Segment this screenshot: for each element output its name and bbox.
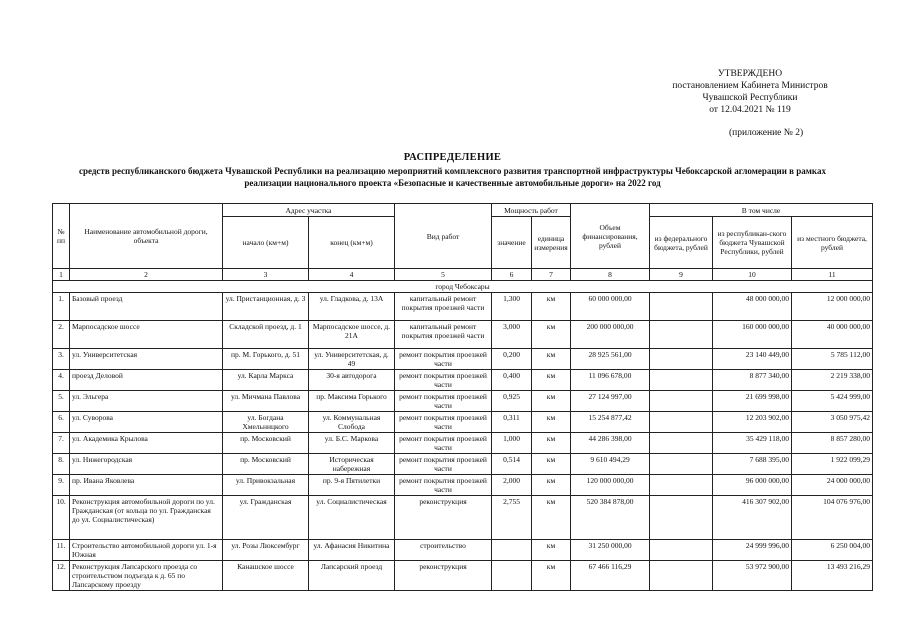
republic-budget: 23 140 449,00 — [713, 349, 792, 370]
funding-total: 28 925 561,00 — [571, 349, 650, 370]
header-address: Адрес участка — [223, 204, 395, 217]
segment-start: ул. Карла Маркса — [223, 370, 309, 391]
approval-line: УТВЕРЖДЕНО — [717, 69, 783, 79]
table-row — [53, 370, 873, 391]
row-number: 3. — [53, 349, 70, 370]
segment-end: пр. 9-я Пятилетки — [309, 475, 395, 496]
capacity-unit: км — [532, 412, 571, 433]
work-type: ремонт покрытия проезжей части — [395, 370, 492, 391]
capacity-unit: км — [532, 475, 571, 496]
capacity-value — [492, 540, 532, 561]
federal-budget — [650, 561, 713, 591]
capacity-value: 0,311 — [492, 412, 532, 433]
local-budget: 40 000 000,00 — [792, 321, 873, 349]
header-work-type: Вид работ — [395, 204, 492, 269]
federal-budget — [650, 496, 713, 540]
capacity-unit: км — [532, 370, 571, 391]
federal-budget — [650, 412, 713, 433]
republic-budget: 416 307 902,00 — [713, 496, 792, 540]
approval-line: от 12.04.2021 № 119 — [709, 105, 791, 115]
republic-budget: 21 699 998,00 — [713, 391, 792, 412]
road-name: пр. Ивана Яковлева — [70, 475, 223, 496]
capacity-value: 1,300 — [492, 293, 532, 321]
federal-budget — [650, 321, 713, 349]
capacity-value: 0,925 — [492, 391, 532, 412]
header-republic: из республикан-ского бюджета Чувашской Республики, рублей — [713, 217, 792, 269]
local-budget: 13 493 216,29 — [792, 561, 873, 591]
header-end: конец (км+м) — [309, 217, 395, 269]
federal-budget — [650, 349, 713, 370]
work-type: ремонт покрытия проезжей части — [395, 349, 492, 370]
funding-total: 11 096 678,00 — [571, 370, 650, 391]
work-type: ремонт покрытия проезжей части — [395, 475, 492, 496]
work-type: реконструкция — [395, 561, 492, 591]
local-budget: 5 785 112,00 — [792, 349, 873, 370]
road-name: ул. Академика Крылова — [70, 433, 223, 454]
capacity-value: 0,514 — [492, 454, 532, 475]
column-number: 6 — [492, 269, 532, 281]
funding-total: 67 466 116,29 — [571, 561, 650, 591]
republic-budget: 35 429 118,00 — [713, 433, 792, 454]
work-type: ремонт покрытия проезжей части — [395, 412, 492, 433]
header-federal: из федерального бюджета, рублей — [650, 217, 713, 269]
column-number: 3 — [223, 269, 309, 281]
road-name: проезд Деловой — [70, 370, 223, 391]
road-name: Строительство автомобильной дороги ул. 1-я Южная — [70, 540, 223, 561]
capacity-value — [492, 561, 532, 591]
header-including: В том числе — [650, 204, 873, 217]
table-row — [53, 454, 873, 475]
segment-end: ул. Социалистическая — [309, 496, 395, 540]
approval-line: Чувашской Республики — [702, 93, 798, 103]
header-start: начало (км+м) — [223, 217, 309, 269]
republic-budget: 53 972 900,00 — [713, 561, 792, 591]
capacity-value: 1,000 — [492, 433, 532, 454]
road-name: ул. Суворова — [70, 412, 223, 433]
road-name: Реконструкция Лапсарского проезда со строительством подъезда к д. 65 по Лапсарскому проезду — [70, 561, 223, 591]
federal-budget — [650, 454, 713, 475]
funding-total: 15 254 877,42 — [571, 412, 650, 433]
local-budget: 8 857 280,00 — [792, 433, 873, 454]
funding-total: 200 000 000,00 — [571, 321, 650, 349]
column-number: 10 — [713, 269, 792, 281]
funding-total: 9 610 494,29 — [571, 454, 650, 475]
header-value: значение — [492, 217, 532, 269]
row-number: 7. — [53, 433, 70, 454]
column-number: 4 — [309, 269, 395, 281]
header-num: № пп — [53, 204, 70, 269]
document-title: РАСПРЕДЕЛЕНИЕ — [403, 152, 502, 163]
local-budget: 104 076 976,00 — [792, 496, 873, 540]
segment-end: ул. Афанасия Никитина — [309, 540, 395, 561]
segment-end: Лапсарский проезд — [309, 561, 395, 591]
segment-end: пр. Максима Горького — [309, 391, 395, 412]
row-number: 10. — [53, 496, 70, 540]
segment-start: ул. Богдана Хмельницкого — [223, 412, 309, 433]
row-number: 11. — [53, 540, 70, 561]
local-budget: 2 219 338,00 — [792, 370, 873, 391]
segment-end: Историческая набережная — [309, 454, 395, 475]
capacity-unit: км — [532, 293, 571, 321]
segment-start: пр. М. Горького, д. 51 — [223, 349, 309, 370]
capacity-unit: км — [532, 540, 571, 561]
segment-end: 30-я автодорога — [309, 370, 395, 391]
capacity-value: 2,755 — [492, 496, 532, 540]
republic-budget: 24 999 996,00 — [713, 540, 792, 561]
road-name: Марпосадское шоссе — [70, 321, 223, 349]
federal-budget — [650, 433, 713, 454]
segment-start: ул. Привокзальная — [223, 475, 309, 496]
road-name: ул. Эльгера — [70, 391, 223, 412]
local-budget: 1 922 099,29 — [792, 454, 873, 475]
capacity-unit: км — [532, 433, 571, 454]
table-row — [53, 321, 873, 349]
segment-start: Канашское шоссе — [223, 561, 309, 591]
republic-budget: 160 000 000,00 — [713, 321, 792, 349]
capacity-value: 0,400 — [492, 370, 532, 391]
federal-budget — [650, 475, 713, 496]
appendix-label: (приложение № 2) — [729, 128, 804, 138]
road-name: ул. Университетская — [70, 349, 223, 370]
segment-end: Марпосадское шоссе, д. 21А — [309, 321, 395, 349]
capacity-unit: км — [532, 391, 571, 412]
row-number: 5. — [53, 391, 70, 412]
column-number: 11 — [792, 269, 873, 281]
row-number: 4. — [53, 370, 70, 391]
funding-total: 60 000 000,00 — [571, 293, 650, 321]
work-type: реконструкция — [395, 496, 492, 540]
header-local: из местного бюджета, рублей — [792, 217, 873, 269]
local-budget: 6 250 004,00 — [792, 540, 873, 561]
header-unit: единица измерения — [532, 217, 571, 269]
table-row — [53, 540, 873, 561]
distribution-table — [52, 203, 873, 591]
segment-start: пр. Московский — [223, 454, 309, 475]
column-number: 2 — [70, 269, 223, 281]
table-row — [53, 475, 873, 496]
table-row — [53, 391, 873, 412]
capacity-unit: км — [532, 349, 571, 370]
capacity-value: 0,200 — [492, 349, 532, 370]
funding-total: 520 384 878,00 — [571, 496, 650, 540]
header-funding: Объем финансирования, рублей — [571, 204, 650, 269]
column-number: 8 — [571, 269, 650, 281]
federal-budget — [650, 370, 713, 391]
federal-budget — [650, 391, 713, 412]
segment-end: ул. Университетская, д. 49 — [309, 349, 395, 370]
segment-start: ул. Гражданская — [223, 496, 309, 540]
local-budget: 12 000 000,00 — [792, 293, 873, 321]
republic-budget: 96 000 000,00 — [713, 475, 792, 496]
republic-budget: 12 203 902,00 — [713, 412, 792, 433]
column-number: 7 — [532, 269, 571, 281]
republic-budget: 7 688 395,00 — [713, 454, 792, 475]
segment-start: Складской проезд, д. 1 — [223, 321, 309, 349]
table-row — [53, 496, 873, 540]
segment-start: ул. Розы Люксембург — [223, 540, 309, 561]
approval-stamp — [600, 68, 900, 116]
capacity-unit: км — [532, 454, 571, 475]
road-name: Базовый проезд — [70, 293, 223, 321]
local-budget: 24 000 000,00 — [792, 475, 873, 496]
segment-end: ул. Коммунальная Слобода — [309, 412, 395, 433]
capacity-unit: км — [532, 561, 571, 591]
subtitle-line: реализации национального проекта «Безопасные и качественные автомобильные дороги» на 2022 год — [244, 178, 661, 188]
table-row — [53, 412, 873, 433]
federal-budget — [650, 540, 713, 561]
header-name: Наименование автомобильной дороги, объекта — [70, 204, 223, 269]
subtitle-line: средств республиканского бюджета Чувашской Республики на реализацию мероприятий комплексного развития транспортной инфраструктуры Чебоксарской агломерации в рамках — [79, 166, 826, 176]
local-budget: 5 424 999,00 — [792, 391, 873, 412]
funding-total: 31 250 000,00 — [571, 540, 650, 561]
capacity-unit: км — [532, 496, 571, 540]
work-type: ремонт покрытия проезжей части — [395, 433, 492, 454]
segment-end: ул. Гладкова, д. 13А — [309, 293, 395, 321]
road-name: ул. Нижегородская — [70, 454, 223, 475]
capacity-value: 3,000 — [492, 321, 532, 349]
column-number: 5 — [395, 269, 492, 281]
funding-total: 44 286 398,00 — [571, 433, 650, 454]
table-row — [53, 293, 873, 321]
local-budget: 3 050 975,42 — [792, 412, 873, 433]
approval-line: постановлением Кабинета Министров — [672, 81, 828, 91]
table-row — [53, 433, 873, 454]
work-type: строительство — [395, 540, 492, 561]
header-capacity: Мощность работ — [492, 204, 571, 217]
table-row — [53, 561, 873, 591]
segment-start: ул. Мичмана Павлова — [223, 391, 309, 412]
row-number: 8. — [53, 454, 70, 475]
column-number: 1 — [53, 269, 70, 281]
row-number: 12. — [53, 561, 70, 591]
segment-start: ул. Пристанционная, д. 3 — [223, 293, 309, 321]
row-number: 1. — [53, 293, 70, 321]
work-type: ремонт покрытия проезжей части — [395, 454, 492, 475]
document-subtitle — [20, 165, 885, 189]
row-number: 2. — [53, 321, 70, 349]
city-section-header: город Чебоксары — [53, 281, 873, 293]
republic-budget: 8 877 340,00 — [713, 370, 792, 391]
capacity-unit: км — [532, 321, 571, 349]
work-type: капитальный ремонт покрытия проезжей части — [395, 293, 492, 321]
federal-budget — [650, 293, 713, 321]
republic-budget: 48 000 000,00 — [713, 293, 792, 321]
funding-total: 120 000 000,00 — [571, 475, 650, 496]
segment-start: пр. Московский — [223, 433, 309, 454]
capacity-value: 2,000 — [492, 475, 532, 496]
road-name: Реконструкция автомобильной дороги по ул. Гражданская (от кольца по ул. Гражданская до ул. Социалистическая) — [70, 496, 223, 540]
segment-end: ул. Б.С. Маркова — [309, 433, 395, 454]
funding-total: 27 124 997,00 — [571, 391, 650, 412]
column-number: 9 — [650, 269, 713, 281]
row-number: 6. — [53, 412, 70, 433]
row-number: 9. — [53, 475, 70, 496]
work-type: капитальный ремонт покрытия проезжей части — [395, 321, 492, 349]
work-type: ремонт покрытия проезжей части — [395, 391, 492, 412]
table-row — [53, 349, 873, 370]
